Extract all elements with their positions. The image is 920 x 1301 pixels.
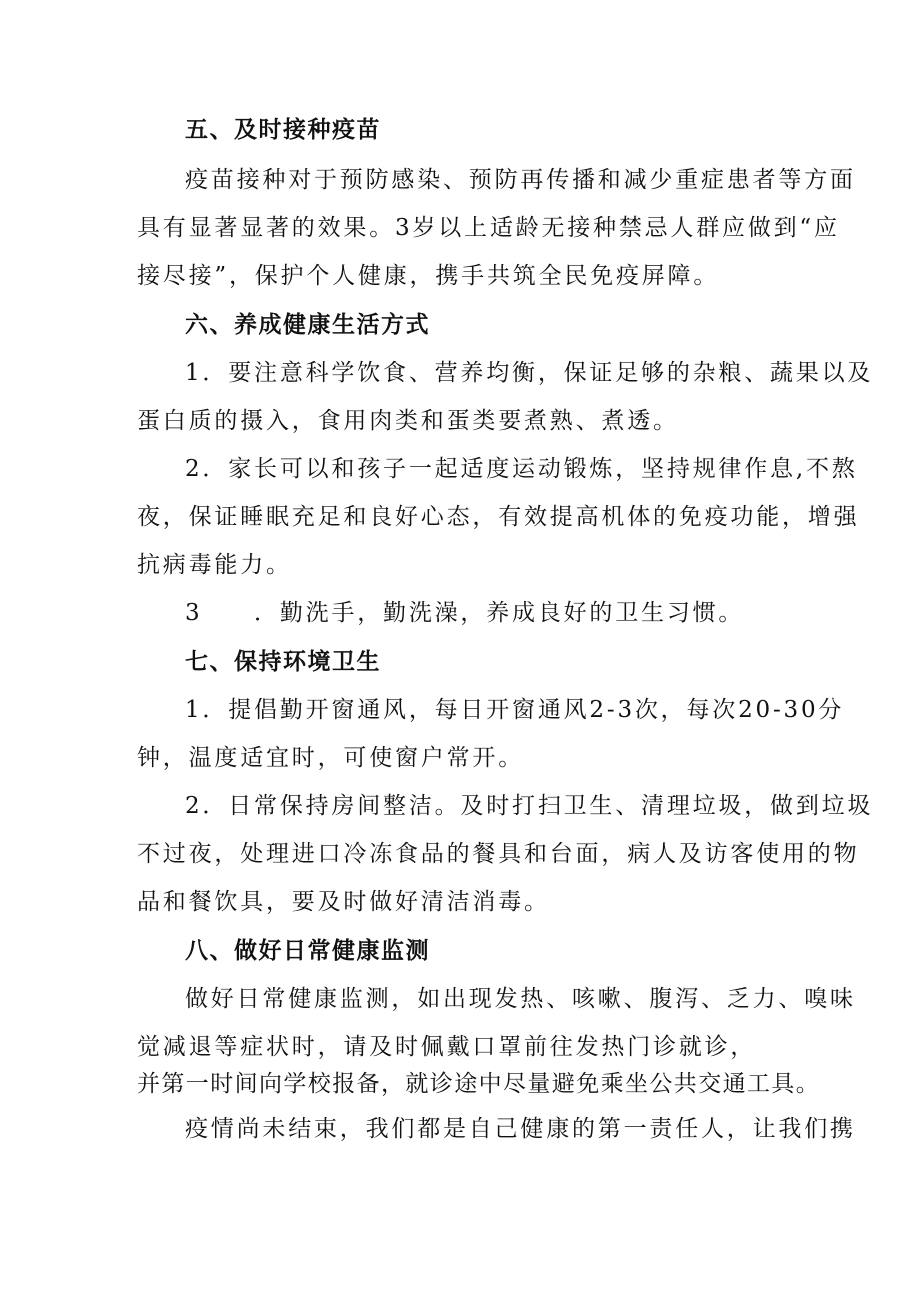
section-heading-lifestyle: 六、养成健康生活方式 <box>185 312 430 338</box>
paragraph-line: 不过夜，处理进口冷冻食品的餐具和台面，病人及访客使用的物 <box>137 841 860 867</box>
section-heading-environment: 七、保持环境卫生 <box>185 649 381 675</box>
section-heading-monitoring: 八、做好日常健康监测 <box>185 938 430 964</box>
paragraph-line: 疫情尚未结束，我们都是自己健康的第一责任人，让我们携 <box>185 1116 856 1142</box>
paragraph-line: 疫苗接种对于预防感染、预防再传播和减少重症患者等方面 <box>185 167 856 193</box>
paragraph-line: 抗病毒能力。 <box>137 552 292 578</box>
paragraph-line: 2．日常保持房间整洁。及时打扫卫生、清理垃圾，做到垃圾 <box>185 793 874 819</box>
paragraph-line: 3 ．勤洗手，勤洗澡，养成良好的卫生习惯。 <box>185 600 745 626</box>
paragraph-line: 1．要注意科学饮食、营养均衡，保证足够的杂粮、蔬果以及 <box>185 360 874 386</box>
paragraph-line: 蛋白质的摄入，食用肉类和蛋类要煮熟、煮透。 <box>137 408 679 434</box>
paragraph-line: 做好日常健康监测，如出现发热、咳嗽、腹泻、乏力、嗅味 <box>185 986 856 1012</box>
paragraph-line: 1．提倡勤开窗通风，每日开窗通风2-3次，每次20-30分 <box>185 697 845 723</box>
paragraph-line: 钟，温度适宜时，可使窗户常开。 <box>137 745 524 771</box>
paragraph-line: 并第一时间向学校报备，就诊途中尽量避免乘坐公共交通工具。 <box>137 1071 821 1097</box>
paragraph-line: 2．家长可以和孩子一起适度运动锻炼，坚持规律作息,不熬 <box>185 456 858 482</box>
section-heading-vaccination: 五、及时接种疫苗 <box>185 117 381 143</box>
paragraph-line: 夜，保证睡眠充足和良好心态，有效提高机体的免疫功能，增强 <box>137 504 860 530</box>
paragraph-line: 具有显著显著的效果。3岁以上适龄无接种禁忌人群应做到“应 <box>137 215 840 241</box>
paragraph-line: 觉减退等症状时，请及时佩戴口罩前往发热门诊就诊， <box>137 1034 757 1060</box>
paragraph-line: 接尽接”，保护个人健康，携手共筑全民免疫屏障。 <box>137 263 720 289</box>
paragraph-line: 品和餐饮具，要及时做好清洁消毒。 <box>137 889 550 915</box>
